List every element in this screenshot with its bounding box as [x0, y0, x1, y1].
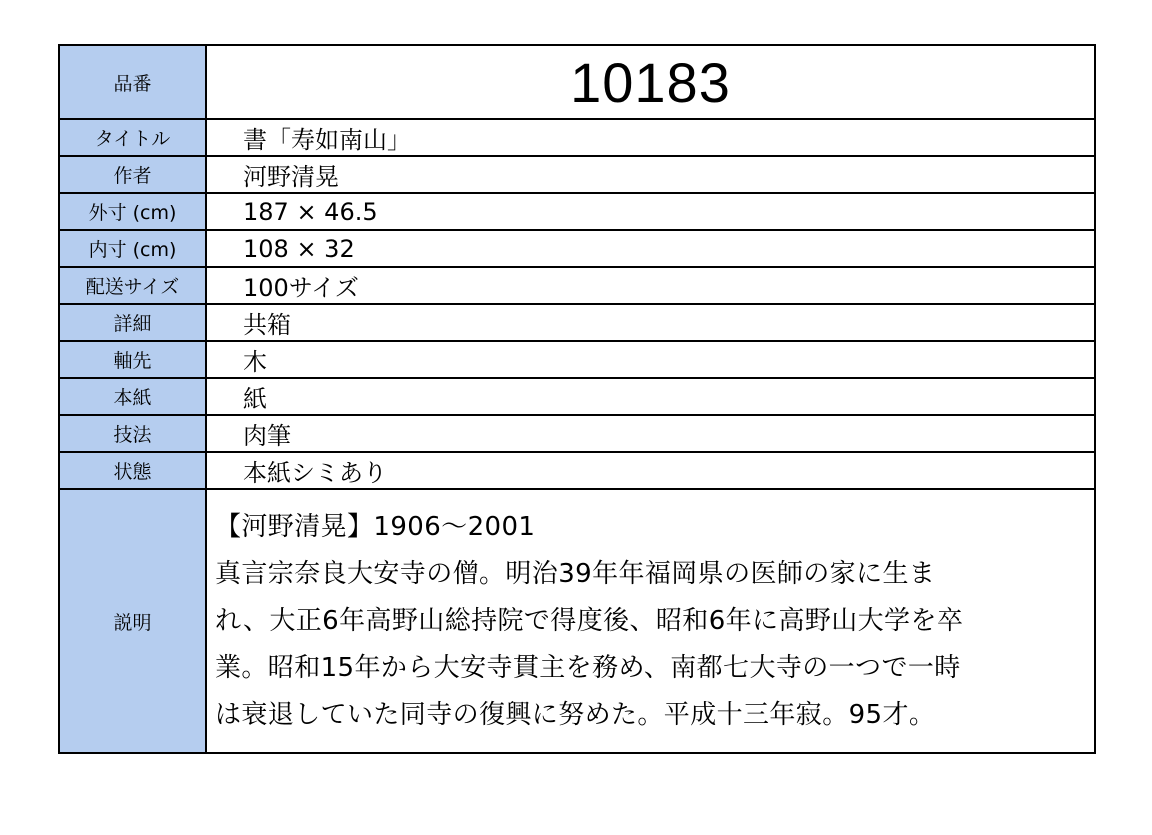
- author-label: 作者: [59, 156, 206, 193]
- row-roller-end: [59, 341, 1095, 378]
- row-main-paper: [59, 378, 1095, 415]
- shipping-size-value: 100サイズ: [206, 267, 1095, 304]
- description-line: 業。昭和15年から大安寺貫主を務め、南都七大寺の一つで一時: [215, 652, 961, 683]
- row-technique: [59, 415, 1095, 452]
- description-line: れ、大正6年高野山総持院で得度後、昭和6年に高野山大学を卒: [215, 605, 964, 636]
- description-line: は衰退していた同寺の復興に努めた。平成十三年寂。95才。: [215, 699, 936, 730]
- roller-end-value: 木: [206, 341, 1095, 378]
- description-line: 【河野清晃】1906〜2001: [215, 511, 536, 542]
- description-body: [206, 489, 1095, 753]
- technique-label: 技法: [59, 415, 206, 452]
- main-paper-label: 本紙: [59, 378, 206, 415]
- details-value: 共箱: [206, 304, 1095, 341]
- row-inner-size: [59, 230, 1095, 267]
- author-value: 河野清晃: [206, 156, 1095, 193]
- item-number-value: 10183: [206, 45, 1095, 119]
- outer-size-value: 187 × 46.5: [206, 193, 1095, 230]
- outer-size-label: 外寸 (cm): [59, 193, 206, 230]
- description-label: 説明: [59, 489, 206, 753]
- condition-value: 本紙シミあり: [206, 452, 1095, 489]
- row-shipping-size: [59, 267, 1095, 304]
- technique-value: 肉筆: [206, 415, 1095, 452]
- row-condition: [59, 452, 1095, 489]
- shipping-size-label: 配送サイズ: [59, 267, 206, 304]
- inner-size-value: 108 × 32: [206, 230, 1095, 267]
- description-line: 真言宗奈良大安寺の僧。明治39年年福岡県の医師の家に生ま: [215, 558, 936, 589]
- row-title: [59, 119, 1095, 156]
- condition-label: 状態: [59, 452, 206, 489]
- row-description: [59, 489, 1095, 753]
- inner-size-label: 内寸 (cm): [59, 230, 206, 267]
- row-author: [59, 156, 1095, 193]
- roller-end-label: 軸先: [59, 341, 206, 378]
- item-number-label: 品番: [59, 45, 206, 119]
- title-value: 書「寿如南山」: [206, 119, 1095, 156]
- row-item-number: [59, 45, 1095, 119]
- title-label: タイトル: [59, 119, 206, 156]
- row-details: [59, 304, 1095, 341]
- item-spec-table: [58, 44, 1096, 754]
- row-outer-size: [59, 193, 1095, 230]
- main-paper-value: 紙: [206, 378, 1095, 415]
- details-label: 詳細: [59, 304, 206, 341]
